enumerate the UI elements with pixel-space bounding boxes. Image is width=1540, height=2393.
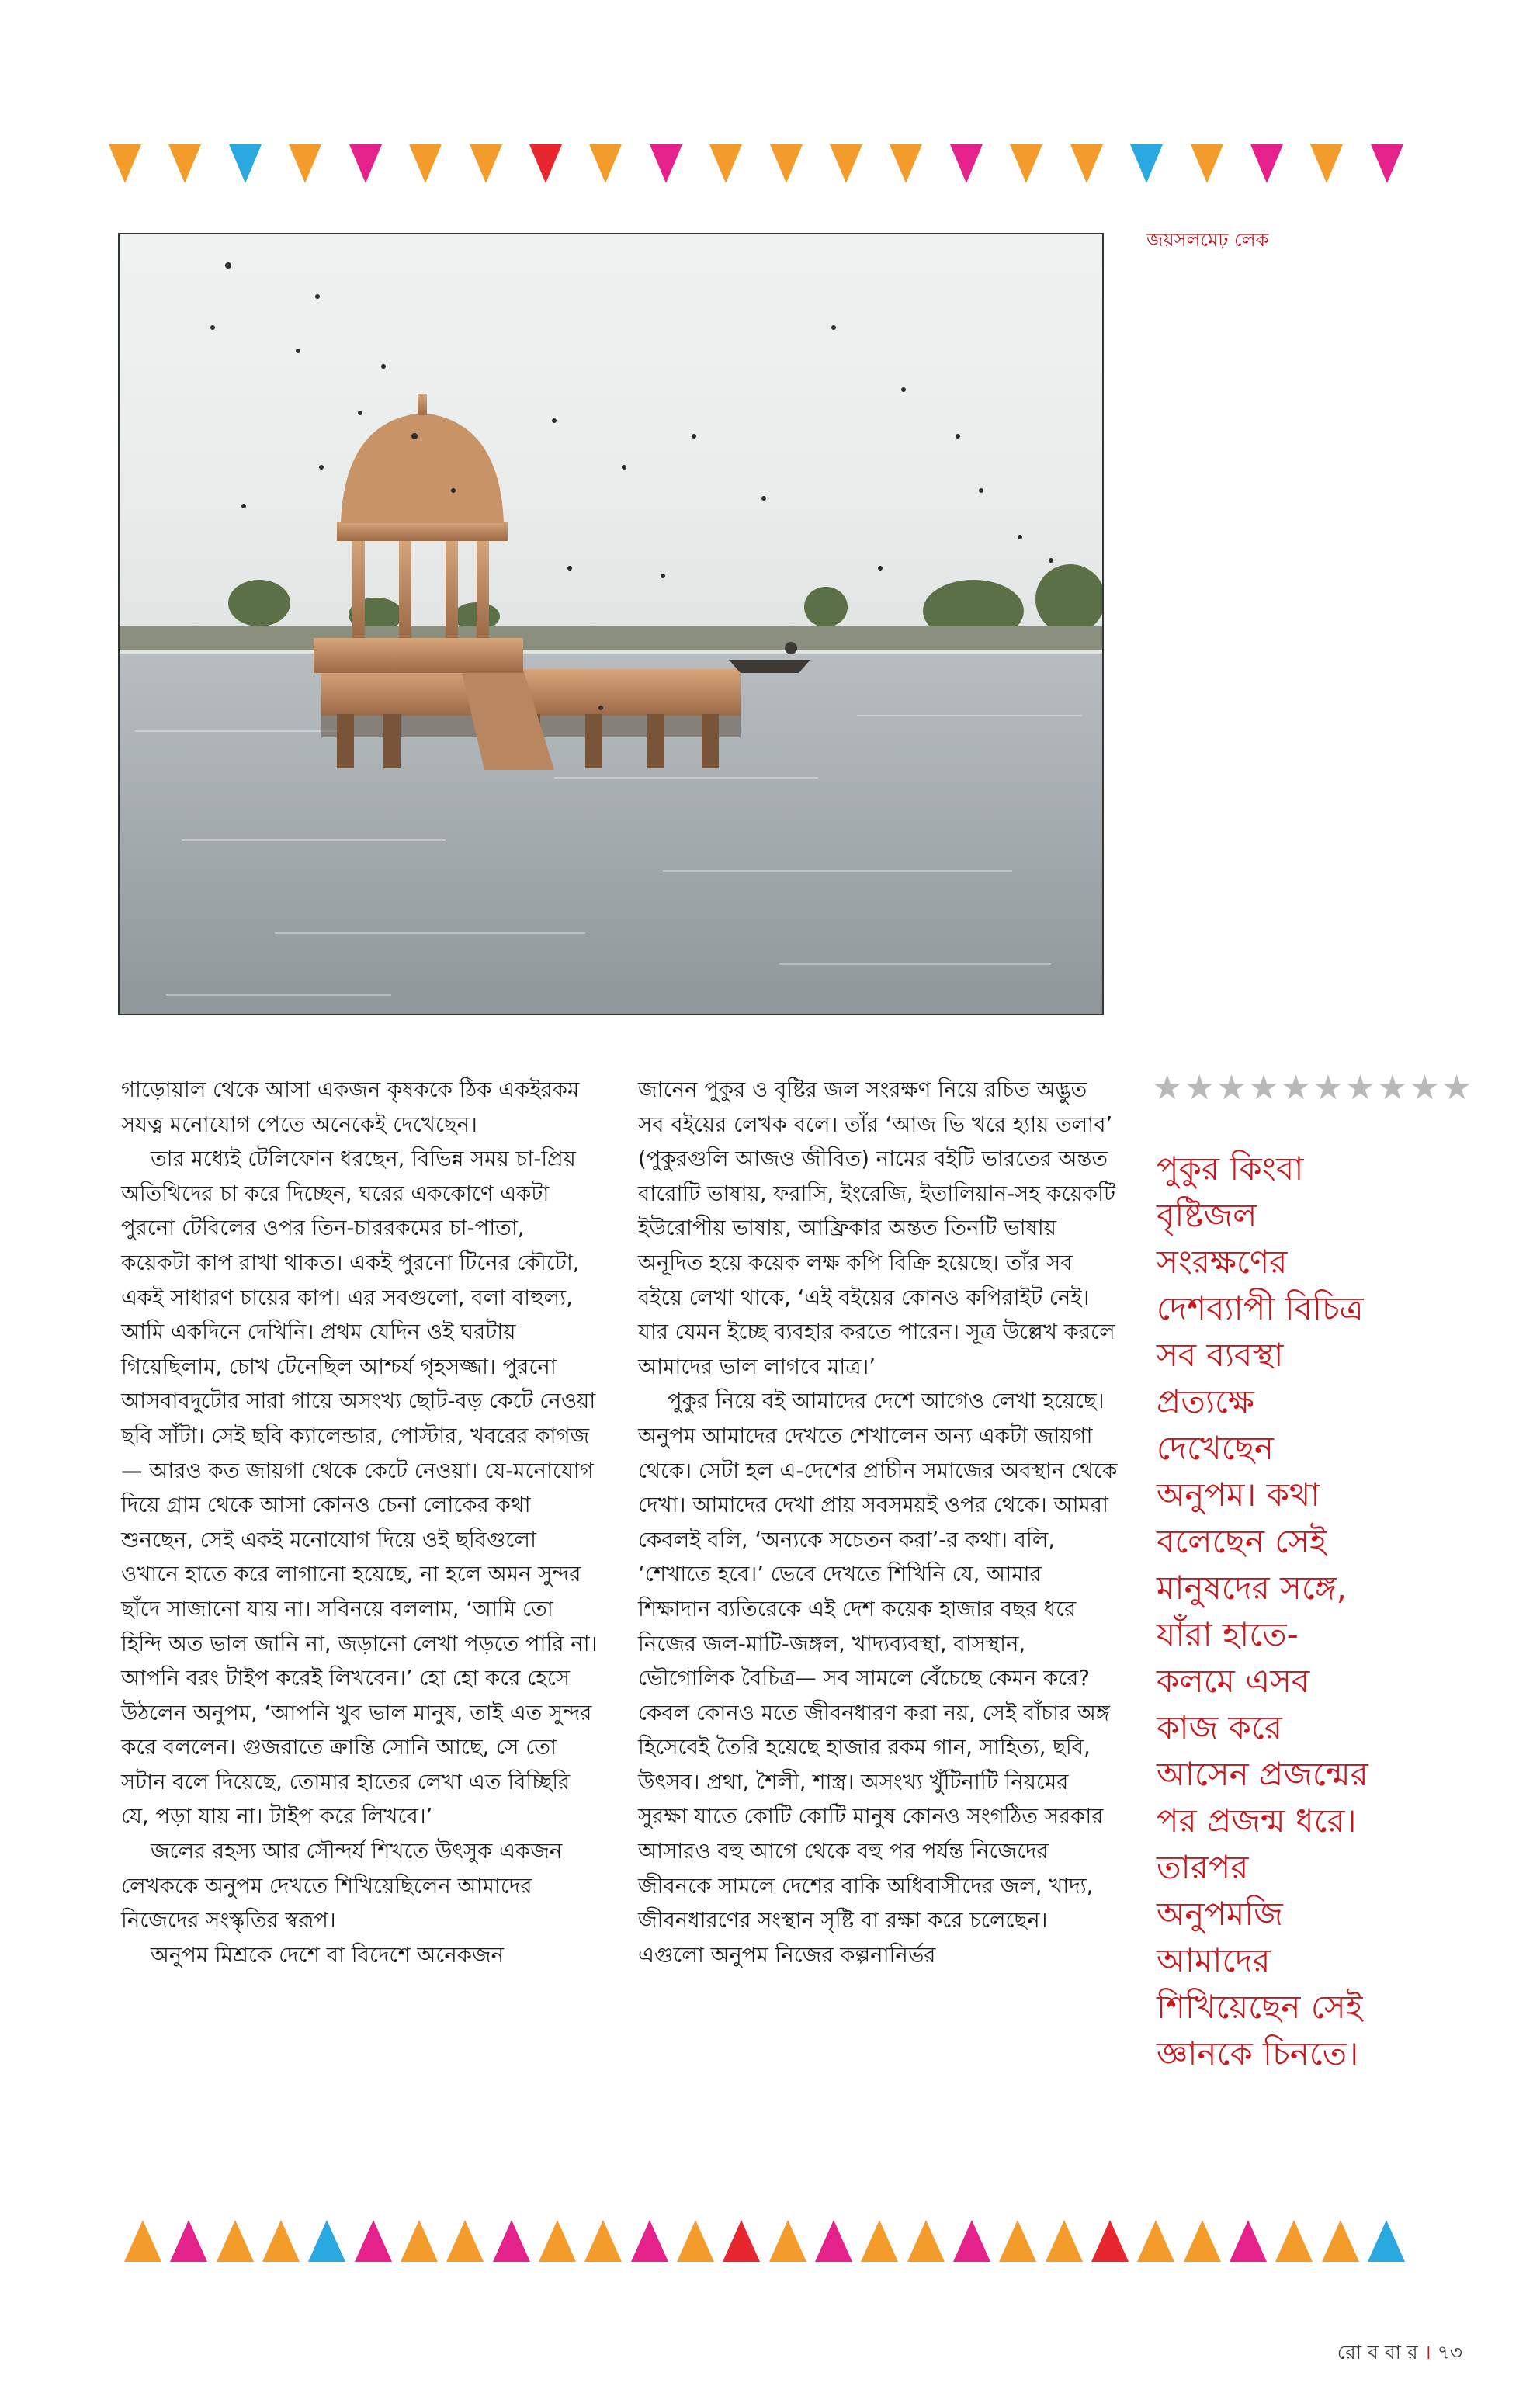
page-number: ৭৩ — [1437, 2341, 1462, 2364]
triangle-decoration — [1371, 144, 1403, 183]
triangle-decoration — [1250, 144, 1283, 183]
triangle-decoration — [650, 144, 682, 183]
triangle-decoration — [1046, 2220, 1083, 2262]
triangle-decoration — [950, 144, 983, 183]
pull-quote-line: কলমে এসব — [1157, 1662, 1310, 1700]
triangle-decoration — [815, 2220, 852, 2262]
triangle-decoration — [1070, 144, 1103, 183]
triangle-decoration — [584, 2220, 622, 2262]
triangle-decoration — [677, 2220, 714, 2262]
triangle-decoration — [409, 144, 442, 183]
triangle-decoration — [1191, 144, 1223, 183]
lake-photo — [118, 233, 1104, 1015]
pull-quote-line: বলেছেন সেই — [1157, 1522, 1327, 1560]
star-divider-icon: ★★★★★★★★★★ — [1152, 1068, 1474, 1108]
triangle-decoration — [349, 144, 382, 183]
pull-quote-line: বৃষ্টিজল — [1157, 1196, 1257, 1234]
triangle-decoration — [262, 2220, 300, 2262]
article-column-2 — [638, 1073, 1118, 1972]
triangle-decoration — [1010, 144, 1042, 183]
triangle-decoration — [631, 2220, 668, 2262]
photo-caption: জয়সলমেঢ় লেক — [1146, 229, 1269, 251]
pull-quote-line: কাজ করে — [1157, 1708, 1282, 1746]
triangle-decoration — [109, 144, 141, 183]
triangle-decoration — [1184, 2220, 1221, 2262]
article-column-1 — [121, 1073, 598, 1972]
triangle-decoration — [124, 2220, 161, 2262]
triangle-decoration — [769, 2220, 806, 2262]
magazine-name: রো ব বা র — [1337, 2341, 1418, 2364]
paragraph: পুকুর নিয়ে বই আমাদের দেশে আগেও লেখা হয়েছে। অনুপম আমাদের দেখতে শেখালেন অন্য একটা জায়গা থেকে। সেটা হল এ-দেশের প্রাচীন সমাজের অবস্থান থেকে দেখা। আমাদের দেখা প্রায় সবসময়ই ওপর থেকে। আমরা কেবলই বলি, ‘অন্যকে সচেতন করা’-র কথা। বলি, ‘শেখাতে হবে।’ ভেবে দেখতে শিখিনি যে, আমার শিক্ষাদান ব্যতিরেকে এই দেশ কয়েক হাজার বছর ধরে নিজের জল-মাটি-জঙ্গল, খাদ্যব্যবস্থা, বাসস্থান, ভৌগোলিক বৈচিত্র— সব সামলে বেঁচেছে কেমন করে? কেবল কোনও মতে জীবনধারণ করা নয়, সেই বাঁচার অঙ্গ হিসেবেই তৈরি হয়েছে হাজার রকম গান, সাহিত্য, ছবি, উৎসব। প্রথা, শৈলী, শাস্ত্র। অসংখ্য খুঁটিনাটি নিয়মের সুরক্ষা যাতে কোটি কোটি মানুষ কোনও সংগঠিত সরকার আসারও বহু আগে থেকে বহু পর পর্যন্ত নিজেদের জীবনকে সামলে দেশের বাকি অধিবাসীদের জল, খাদ্য, জীবনধারণের সংস্থান সৃষ্টি বা রক্ষা করে চলেছেন। এগুলো অনুপম নিজের কল্পনানির্ভর — [638, 1389, 1118, 1968]
triangle-decoration — [830, 144, 862, 183]
pull-quote-line: মানুষদের সঙ্গে, — [1157, 1569, 1347, 1607]
triangle-decoration — [308, 2220, 345, 2262]
triangle-decoration — [229, 144, 262, 183]
triangle-decoration — [1230, 2220, 1267, 2262]
triangle-decoration — [168, 144, 201, 183]
triangle-decoration — [539, 2220, 576, 2262]
triangle-decoration — [1322, 2220, 1359, 2262]
pull-quote-line: অনুপম। কথা — [1157, 1476, 1320, 1514]
triangle-decoration — [709, 144, 742, 183]
triangle-decoration — [907, 2220, 945, 2262]
pull-quote-line: প্রত্যক্ষে — [1157, 1382, 1254, 1420]
pull-quote-line: শিখিয়েছেন সেই — [1157, 1988, 1363, 2026]
pull-quote-line: দেখেছেন — [1157, 1429, 1274, 1467]
triangle-decoration — [999, 2220, 1036, 2262]
pull-quote-line: পর প্রজন্ম ধরে। — [1157, 1802, 1357, 1840]
bottom-triangle-banner — [124, 2220, 1405, 2263]
triangle-decoration — [1275, 2220, 1313, 2262]
pull-quote-line: সংরক্ষণের — [1157, 1243, 1288, 1281]
page-folio — [1337, 2337, 1462, 2370]
pull-quote-line: অনুপমজি — [1157, 1895, 1283, 1933]
pull-quote-line: সব ব্যবস্থা — [1157, 1336, 1284, 1374]
paragraph: অনুপম মিশ্রকে দেশে বা বিদেশে অনেকজন — [151, 1942, 505, 1968]
triangle-decoration — [217, 2220, 254, 2262]
pull-quote-line: আসেন প্রজন্মের — [1157, 1755, 1368, 1793]
triangle-decoration — [890, 144, 922, 183]
pull-quote-line: জ্ঞানকে চিনতে। — [1157, 2034, 1359, 2072]
triangle-decoration — [446, 2220, 484, 2262]
pull-quote-line: দেশব্যাপী বিচিত্র — [1157, 1289, 1364, 1327]
triangle-decoration — [401, 2220, 438, 2262]
triangle-decoration — [861, 2220, 898, 2262]
top-triangle-banner — [109, 144, 1403, 188]
pull-quote-line: তারপর — [1157, 1848, 1249, 1886]
pull-quote-line: আমাদের — [1157, 1941, 1271, 1979]
paragraph: গাড়োয়াল থেকে আসা একজন কৃষককে ঠিক একইরকম সযত্ন মনোযোগ পেতে অনেকেই দেখেছেন। — [121, 1077, 580, 1137]
triangle-decoration — [1368, 2220, 1405, 2262]
triangle-decoration — [770, 144, 803, 183]
triangle-decoration — [1310, 144, 1343, 183]
triangle-decoration — [493, 2220, 530, 2262]
pull-quote-line: পুকুর কিংবা — [1157, 1150, 1304, 1188]
triangle-decoration — [1130, 144, 1163, 183]
triangle-decoration — [170, 2220, 207, 2262]
triangle-decoration — [723, 2220, 760, 2262]
triangle-decoration — [355, 2220, 392, 2262]
paragraph: তার মধ্যেই টেলিফোন ধরছেন, বিভিন্ন সময় চা-প্রিয় অতিথিদের চা করে দিচ্ছেন, ঘরের এককোণে একটা পুরনো টেবিলের ওপর তিন-চাররকমের চা-পাতা, কয়েকটা কাপ রাখা থাকত। একই পুরনো টিনের কৌটো, একই সাধারণ চায়ের কাপ। এর সবগুলো, বলা বাহুল্য, আমি একদিনে দেখিনি। প্রথম যেদিন ওই ঘরটায় গিয়েছিলাম, চোখ টেনেছিল আশ্চর্য গৃহসজ্জা। পুরনো আসবাবদুটোর সারা গায়ে অসংখ্য ছোট-বড় কেটে নেওয়া ছবি সাঁটা। সেই ছবি ক্যালেন্ডার, পোস্টার, খবরের কাগজ— আরও কত জায়গা থেকে কেটে নেওয়া। যে-মনোযোগ দিয়ে গ্রাম থেকে আসা কোনও চেনা লোকের কথা শুনছেন, সেই একই মনোযোগ দিয়ে ওই ছবিগুলো ওখানে হাতে করে লাগানো হয়েছে, না হলে অমন সুন্দর ছাঁদে সাজানো যায় না। সবিনয়ে বললাম, ‘আমি তো হিন্দি অত ভাল জানি না, জড়ানো লেখা পড়তে পারি না। আপনি বরং টাইপ করেই লিখবেন।’ হো হো করে হেসে উঠলেন অনুপম, ‘আপনি খুব ভাল মানুষ, তাই এত সুন্দর করে বললেন। গুজরাতে ক্রান্তি সোনি আছে, সে তো সটান বলে দিয়েছে, তোমার হাতের লেখা এত বিচ্ছিরি যে, পড়া যায় না। টাইপ করে লিখবে।’ — [121, 1146, 598, 1829]
pull-quote-line: যাঁরা হাতে- — [1157, 1615, 1299, 1653]
triangle-decoration — [529, 144, 562, 183]
triangle-decoration — [1091, 2220, 1129, 2262]
paragraph: জানেন পুকুর ও বৃষ্টির জল সংরক্ষণ নিয়ে রচিত অদ্ভুত সব বইয়ের লেখক বলে। তাঁর ‘আজ ভি খরে হ্যায় তলাব’ (পুকুরগুলি আজও জীবিত) নামের বইটি ভারতের অন্তত বারোটি ভাষায়, ফরাসি, ইংরেজি, ইতালিয়ান-সহ কয়েকটি ইউরোপীয় ভাষায়, আফ্রিকার অন্তত তিনটি ভাষায় অনূদিত হয়ে কয়েক লক্ষ কপি বিক্রি হয়েছে। তাঁর সব বইয়ে লেখা থাকে, ‘এই বইয়ের কোনও কপিরাইট নেই। যার যেমন ইচ্ছে ব্যবহার করতে পারেন। সূত্র উল্লেখ করলে আমাদের ভাল লাগবে মাত্র।’ — [638, 1077, 1116, 1379]
triangle-decoration — [470, 144, 502, 183]
triangle-decoration — [589, 144, 622, 183]
pull-quote — [1157, 1146, 1420, 2077]
triangle-decoration — [289, 144, 321, 183]
triangle-decoration — [953, 2220, 990, 2262]
triangle-decoration — [1137, 2220, 1174, 2262]
paragraph: জলের রহস্য আর সৌন্দর্য শিখতে উৎসুক একজন লেখককে অনুপম দেখতে শিখিয়েছিলেন আমাদের নিজেদের সংস্কৃতির স্বরূপ। — [121, 1839, 563, 1933]
folio-separator: । — [1424, 2341, 1431, 2364]
